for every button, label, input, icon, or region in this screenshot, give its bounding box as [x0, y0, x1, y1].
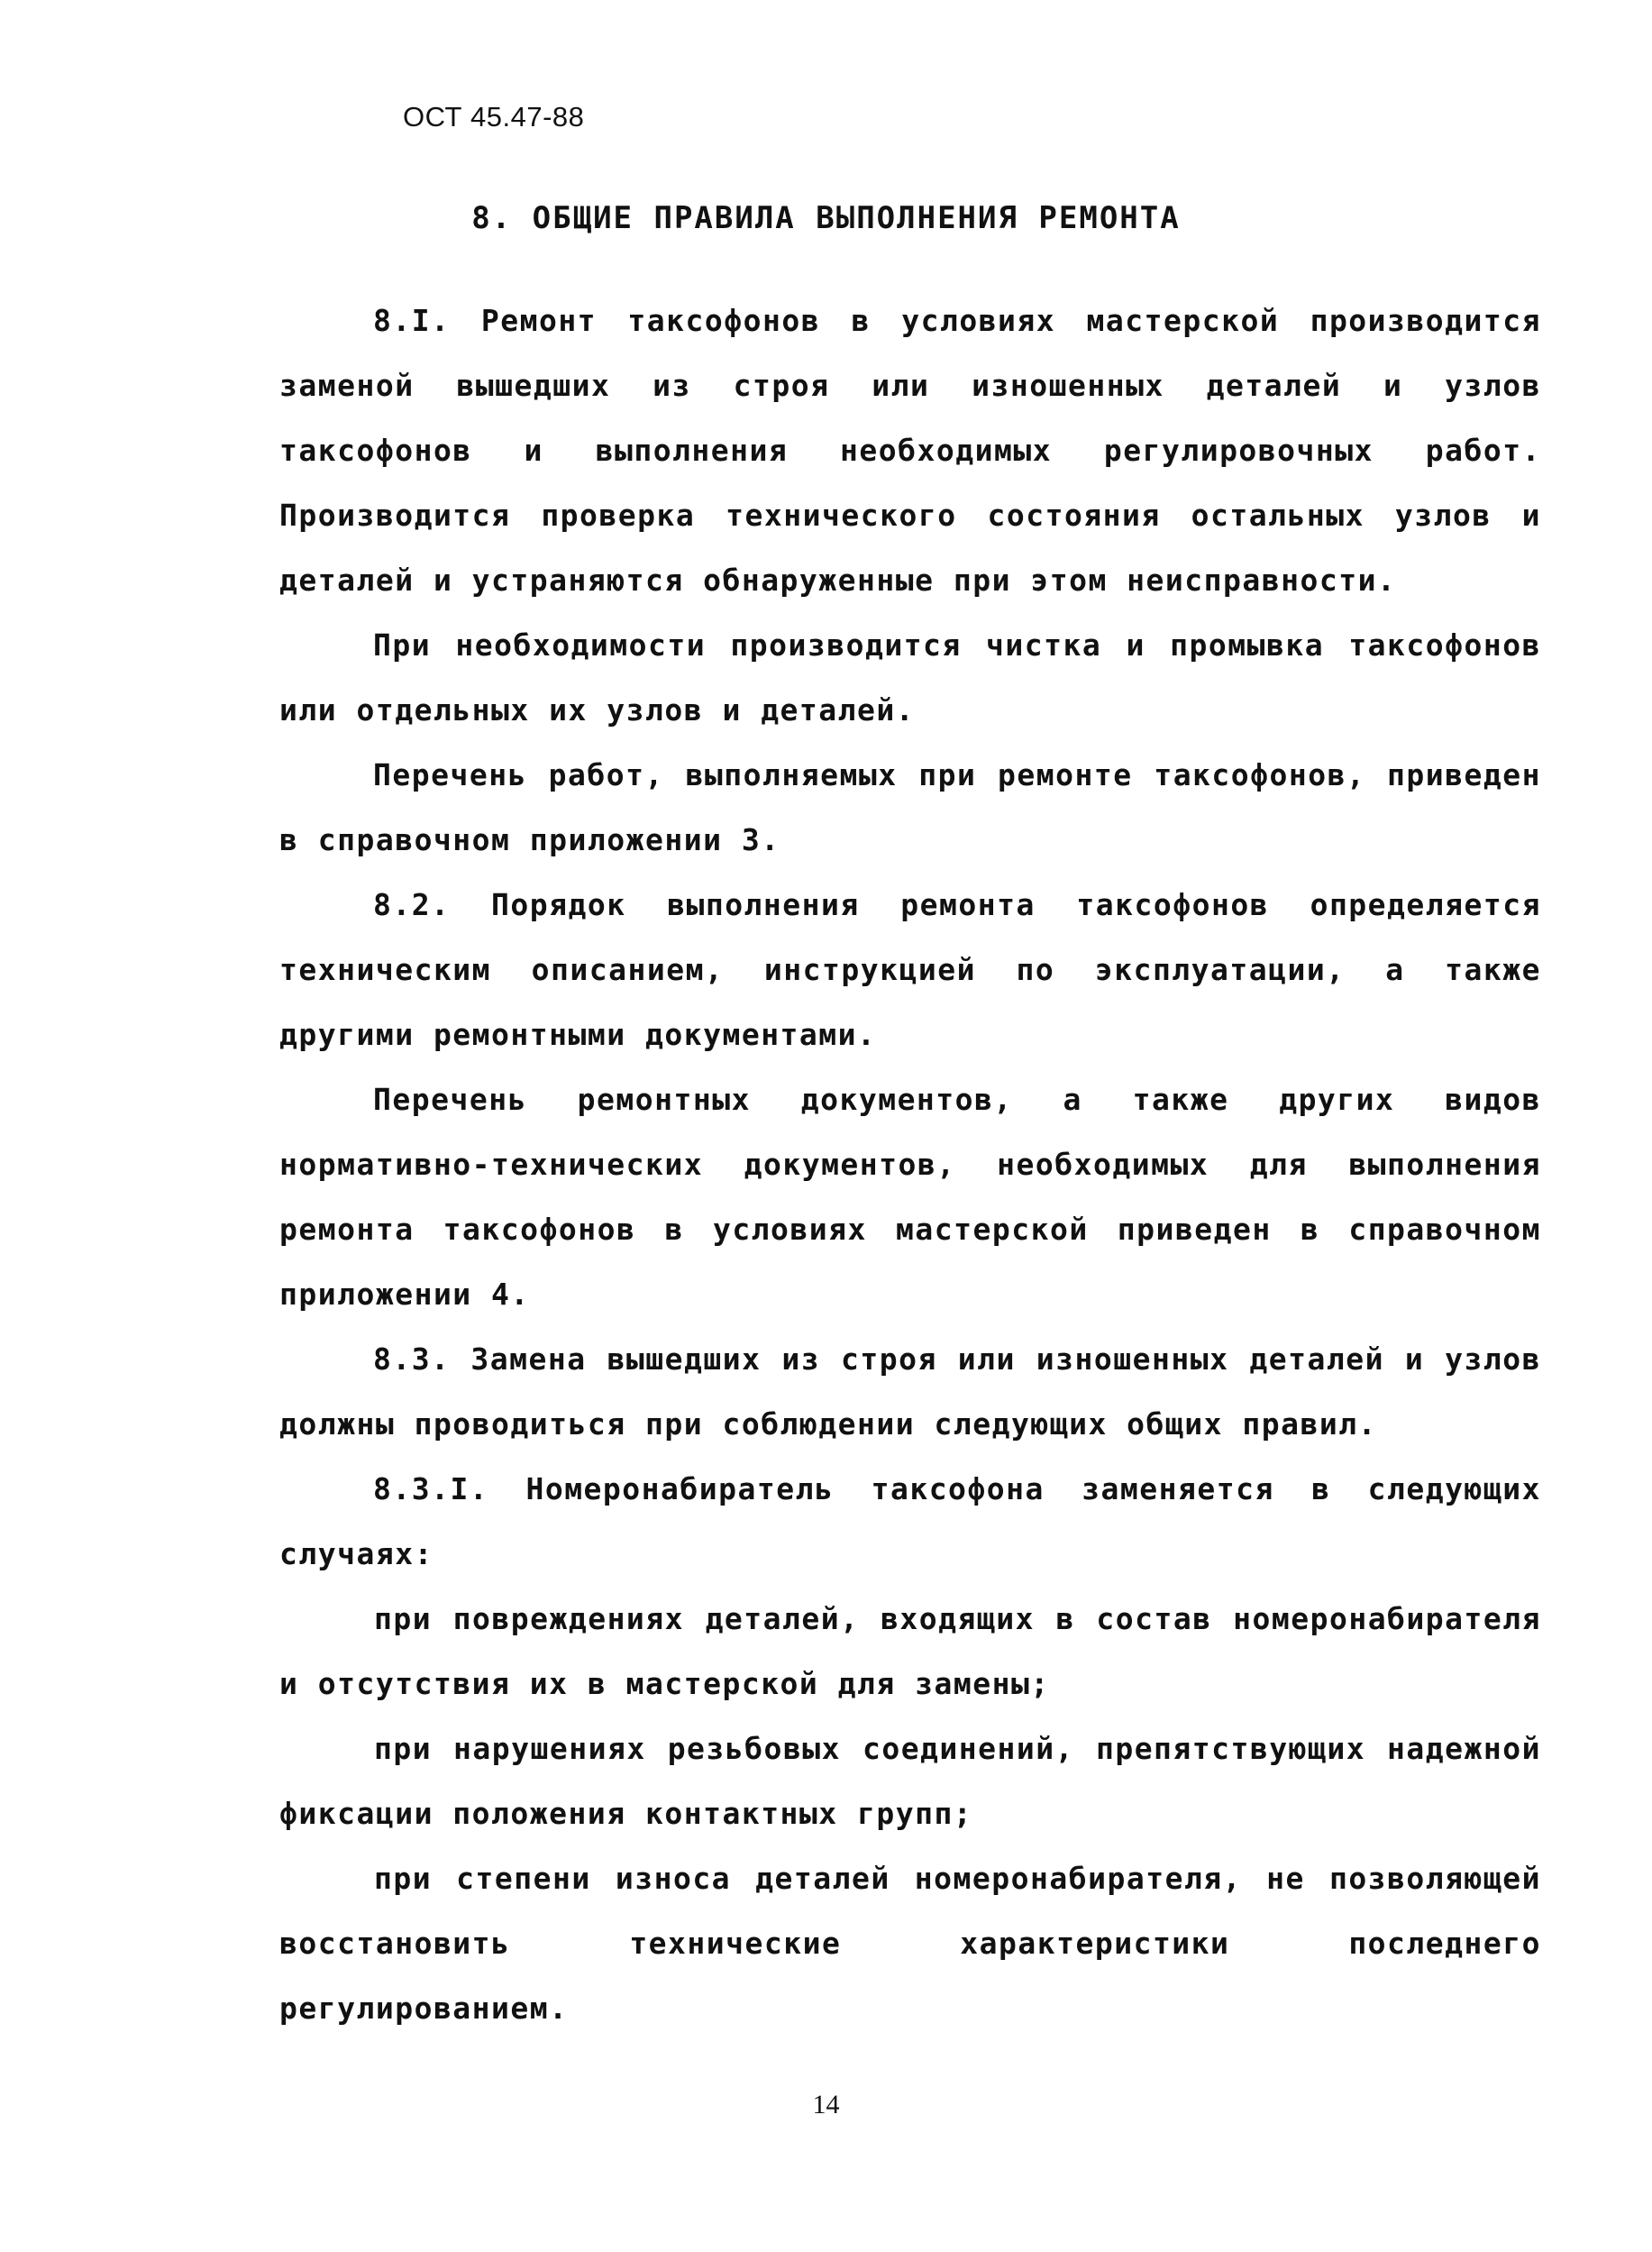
page-number: 14 — [812, 2090, 840, 2119]
paragraph-works-list: Перечень работ, выполняемых при ремонте таксофонов, приведен в справочном приложении 3. — [279, 757, 1541, 857]
list-item-wear: при степени износа деталей номеронабирателя, не позволяющей восстановить технические характеристики последнего регулированием. — [279, 1861, 1541, 2026]
section-title: 8. ОБЩИЕ ПРАВИЛА ВЫПОЛНЕНИЯ РЕМОНТА — [471, 200, 1181, 236]
document-code: ОСТ 45.47-88 — [403, 101, 585, 133]
paragraph-8-3: 8.3. Замена вышедших из строя или изношенных деталей и узлов должны проводиться при соблюдении следующих общих правил. — [279, 1341, 1541, 1442]
paragraph-8-1: 8.I. Ремонт таксофонов в условиях мастерской производится заменой вышедших из строя или изношенных деталей и узлов таксофонов и выполнения необходимых регулировочных работ. Производится проверка технического состояния остальных узлов и деталей и устраняются обнаруженные при этом неисправности. — [279, 303, 1541, 598]
list-item-damage: при повреждениях деталей, входящих в состав номеронабирателя и отсутствия их в мастерской для замены; — [279, 1601, 1541, 1701]
list-item-thread: при нарушениях резьбовых соединений, препятствующих надежной фиксации положения контактных групп; — [279, 1731, 1541, 1831]
paragraph-8-2: 8.2. Порядок выполнения ремонта таксофонов определяется техническим описанием, инструкцией по эксплуатации, а также другими ремонтными документами. — [279, 887, 1541, 1052]
paragraph-8-3-1: 8.3.I. Номеронабиратель таксофона заменяется в следующих случаях: — [279, 1471, 1541, 1571]
paragraph-documents-list: Перечень ремонтных документов, а также других видов нормативно-технических документов, необходимых для выполнения ремонта таксофонов в условиях мастерской приведен в справочном приложении 4. — [279, 1082, 1541, 1312]
document-body — [279, 288, 1541, 2041]
paragraph-cleaning: При необходимости производится чистка и промывка таксофонов или отдельных их узлов и деталей. — [279, 627, 1541, 728]
